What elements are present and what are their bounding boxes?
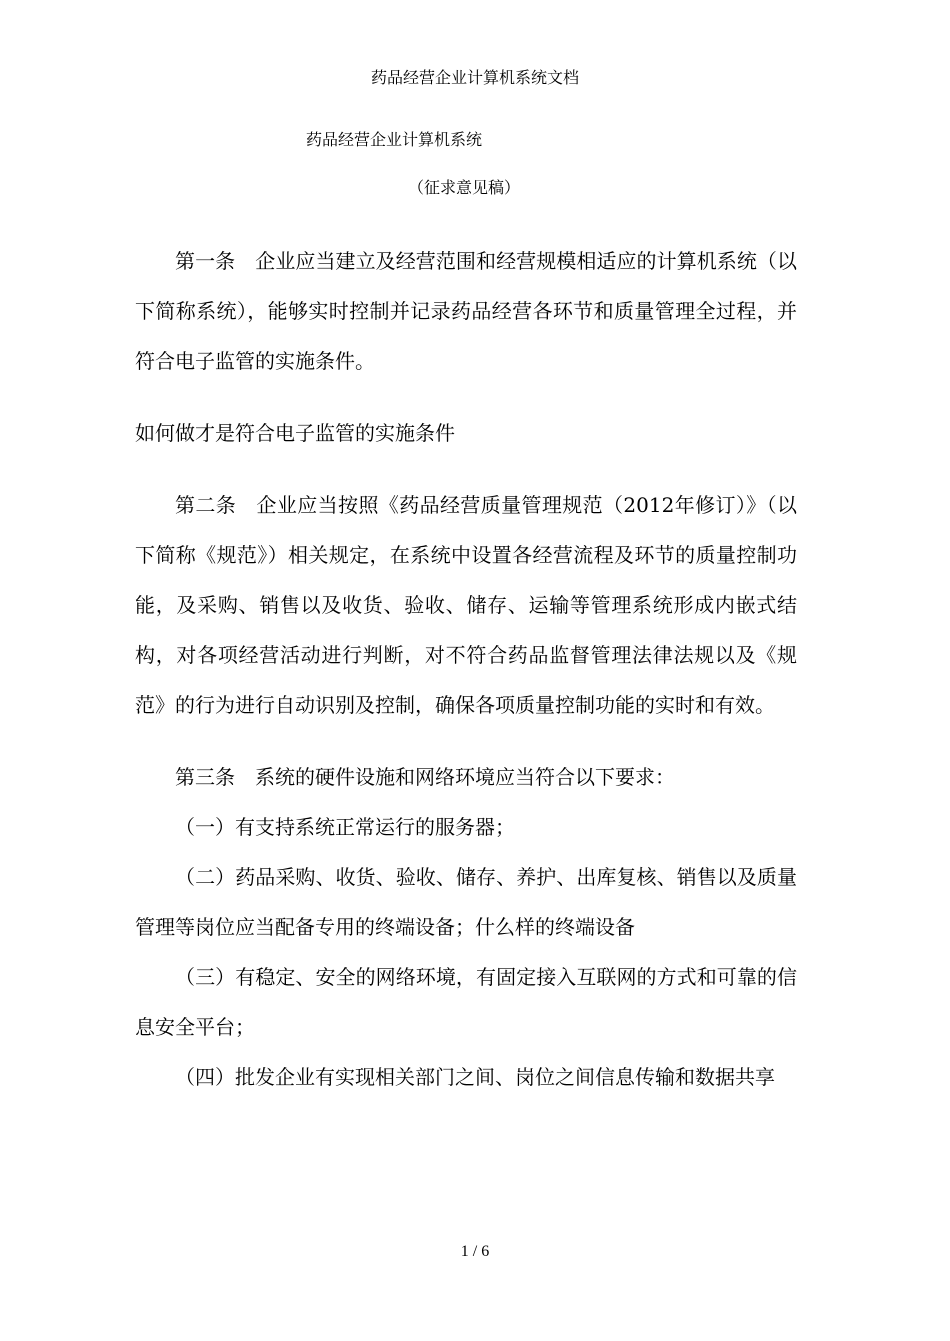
article-3-item-2: （二）药品采购、收货、验收、储存、养护、出库复核、销售以及质量管理等岗位应当配备专用的终端设备；什么样的终端设备 [135, 865, 797, 939]
article-3-item-4: （四）批发企业有实现相关部门之间、岗位之间信息传输和数据共享 [175, 1065, 775, 1089]
document-subtitle: （征求意见稿） [408, 178, 521, 197]
document-title: 药品经营企业计算机系统 [306, 130, 483, 149]
article-3-item-3: （三）有稳定、安全的网络环境，有固定接入互联网的方式和可靠的信息安全平台； [135, 965, 797, 1039]
note-text: 如何做才是符合电子监管的实施条件 [135, 421, 455, 445]
article-3: 第三条 系统的硬件设施和网络环境应当符合以下要求： [175, 765, 675, 789]
document-body [135, 236, 797, 1102]
article-1: 第一条 企业应当建立及经营范围和经营规模相适应的计算机系统（以下简称系统），能够实时控制并记录药品经营各环节和质量管理全过程，并符合电子监管的实施条件。 [135, 249, 797, 373]
article-3-item-1: （一）有支持系统正常运行的服务器； [175, 815, 515, 839]
article-2: 第二条 企业应当按照《药品经营质量管理规范（2012年修订）》（以下简称《规范》）相关规定，在系统中设置各经营流程及环节的质量控制功能，及采购、销售以及收货、验收、储存、运输等管理系统形成内嵌式结构，对各项经营活动进行判断，对不符合药品监督管理法律法规以及《规范》的行为进行自动识别及控制，确保各项质量控制功能的实时和有效。 [135, 493, 797, 717]
running-header: 药品经营企业计算机系统文档 [370, 68, 579, 87]
page-number: 1 / 6 [460, 1243, 490, 1260]
